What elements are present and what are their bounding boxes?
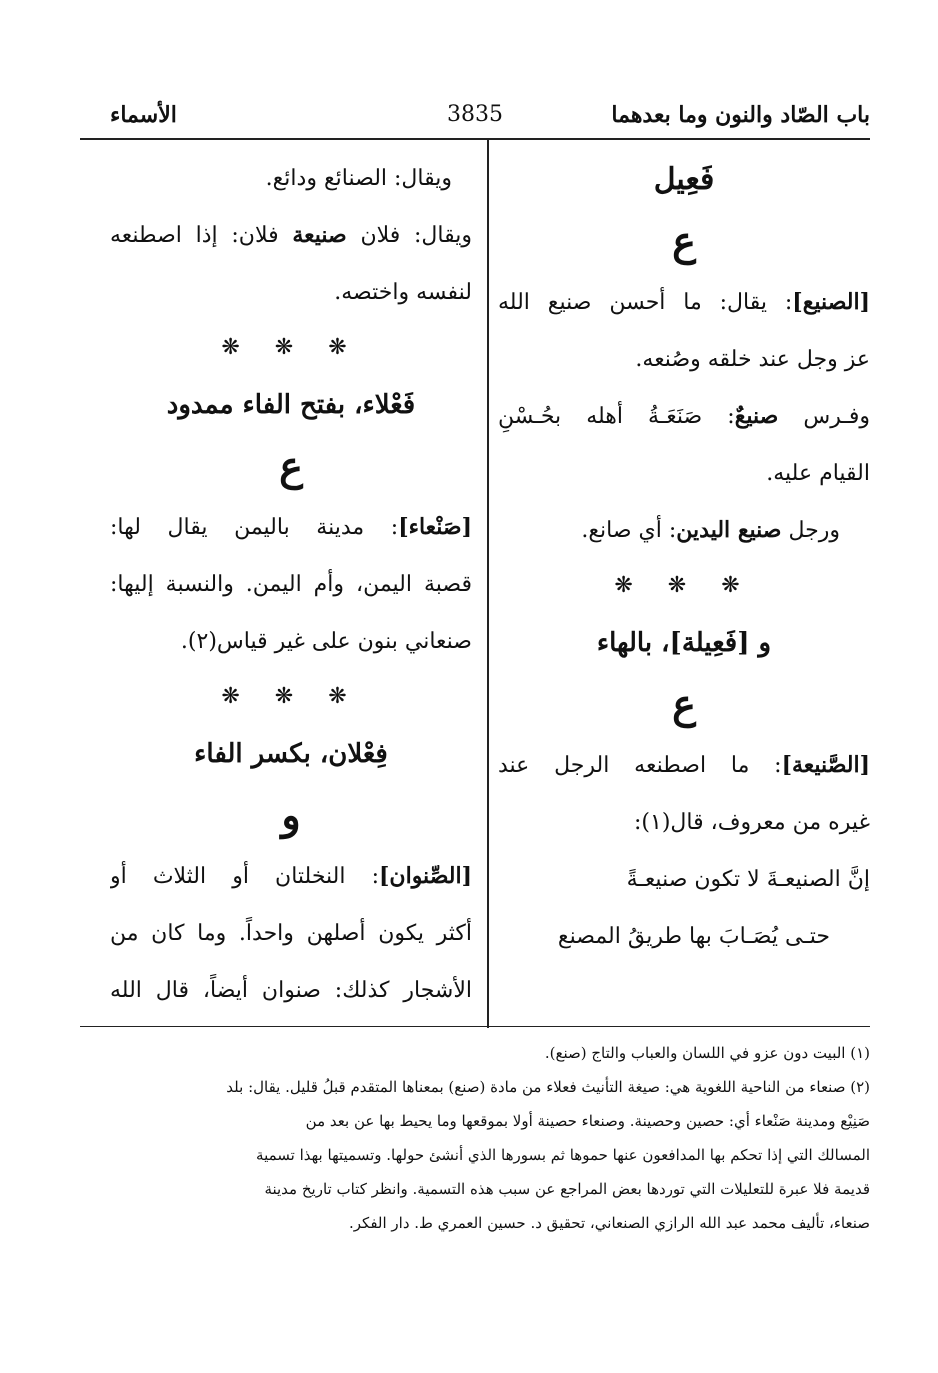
entry-line: [110, 207, 472, 264]
entry-line: ويقال: الصنائع ودائع.: [265, 166, 452, 191]
entry-line: [498, 502, 870, 559]
entry-text: : ما اصطنعه الرجل عند: [498, 753, 782, 778]
entry-line: عز وجل عند خلقه وصُنعه.: [635, 347, 870, 372]
column-divider: [487, 140, 489, 1028]
entry-line: [110, 499, 472, 556]
root-letter: ع: [672, 218, 696, 265]
entry-text: وفـرس: [778, 404, 870, 429]
footnote-line: (١) البيت دون عزو في اللسان والعباب والتاج (صنع).: [544, 1044, 870, 1062]
footnote-line: (٢) صنعاء من الناحية اللغوية هي: صيغة التأنيث فعلاء من مادة (صنع) بمعناها المتقدم قبلُ قليل. يقال: بلد: [226, 1078, 870, 1096]
entry-line: لنفسه واختصه.: [334, 280, 472, 305]
chapter-title: باب الصّاد والنون وما بعدهما: [611, 102, 870, 128]
left-column: [110, 150, 472, 1019]
right-column: [498, 150, 870, 965]
footnote-line: صنعاء، تأليف محمد عبد الله الرازي الصنعاني، تحقيق د. حسين العمري ط. دار الفكر.: [348, 1214, 870, 1232]
footnotes: [80, 1036, 870, 1240]
headword: صنيعة: [292, 222, 347, 248]
pattern-heading: فِعْلان، بكسر الفاء: [194, 739, 388, 769]
footnote-rule: [80, 1026, 870, 1027]
entry-text: : مدينة باليمن يقال لها:: [110, 515, 399, 540]
entry-text: : يقال: ما أحسن صنيع الله: [498, 290, 793, 315]
entry-line: أكثر يكون أصلهن واحداً. وما كان من: [110, 921, 472, 946]
footnote-line: صَنِيْع ومدينة صَنْعاء أي: حصين وحصينة. وصنعاء حصينة أولا بموقعها وما يحيط بها عن بعد من: [305, 1112, 870, 1130]
entry-text: ويقال: فلان: [346, 223, 472, 248]
section-separator: ❋ ❋ ❋: [614, 573, 754, 598]
root-letter: ع: [672, 681, 696, 728]
headword: [الصَّنيعة]: [781, 752, 870, 778]
section-separator: ❋ ❋ ❋: [221, 684, 361, 709]
entry-line: الأشجار كذلك: صنوان أيضاً، قال الله: [110, 978, 472, 1003]
entry-line: غيره من معروف، قال(١):: [633, 810, 870, 835]
root-letter: و: [281, 792, 301, 839]
section-title: الأسماء: [110, 102, 177, 128]
poem-line: حتـى يُصَـابَ بها طريقُ المصنع: [557, 924, 830, 949]
pattern-heading: فَعِيل: [653, 162, 715, 197]
headword: صنيعٌ: [734, 403, 779, 429]
page-header: [80, 100, 870, 140]
pattern-heading: فَعْلاء، بفتح الفاء ممدود: [166, 390, 416, 420]
entry-line: [110, 848, 472, 905]
entry-line: [498, 388, 870, 445]
entry-text: : صَنَعَـةُ أهله بحُـسْنِ: [498, 404, 735, 429]
headword: [الصنيع]: [792, 289, 870, 315]
headword: [صَنْعاء]: [398, 514, 472, 540]
entry-text: : أي صانع.: [581, 518, 677, 543]
headword: صنيع اليدين: [676, 517, 782, 543]
root-letter: ع: [279, 443, 303, 490]
entry-text: ورجل: [781, 518, 840, 543]
headword: [الصِّنوان]: [379, 863, 472, 889]
pattern-heading: و [فَعِيلة]، بالهاء: [596, 628, 772, 658]
footnote-line: قديمة فلا عبرة للتعليلات التي توردها بعض المراجع عن سبب هذه التسمية. وانظر كتاب تاريخ مدينة: [264, 1180, 870, 1198]
entry-line: [498, 737, 870, 794]
entry-text: : النخلتان أو الثلاث أو: [110, 864, 380, 889]
entry-line: قصبة اليمن، وأم اليمن. والنسبة إليها:: [110, 572, 472, 597]
section-separator: ❋ ❋ ❋: [221, 335, 361, 360]
entry-line: صنعاني بنون على غير قياس(٢).: [180, 629, 472, 654]
entry-line: [498, 274, 870, 331]
entry-line: القيام عليه.: [766, 461, 870, 486]
page-number: 3835: [447, 102, 503, 127]
footnote-line: المسالك التي إذا تحكم بها المدافعون عنها حموها ثم بسورها الذي أنشئ حولها. وتسميتها بهذا تسمية: [256, 1146, 870, 1164]
entry-text: فلان: إذا اصطنعه: [110, 223, 293, 248]
poem-line: إنَّ الصنيعـةَ لا تكون صنيعـةً: [626, 867, 870, 892]
